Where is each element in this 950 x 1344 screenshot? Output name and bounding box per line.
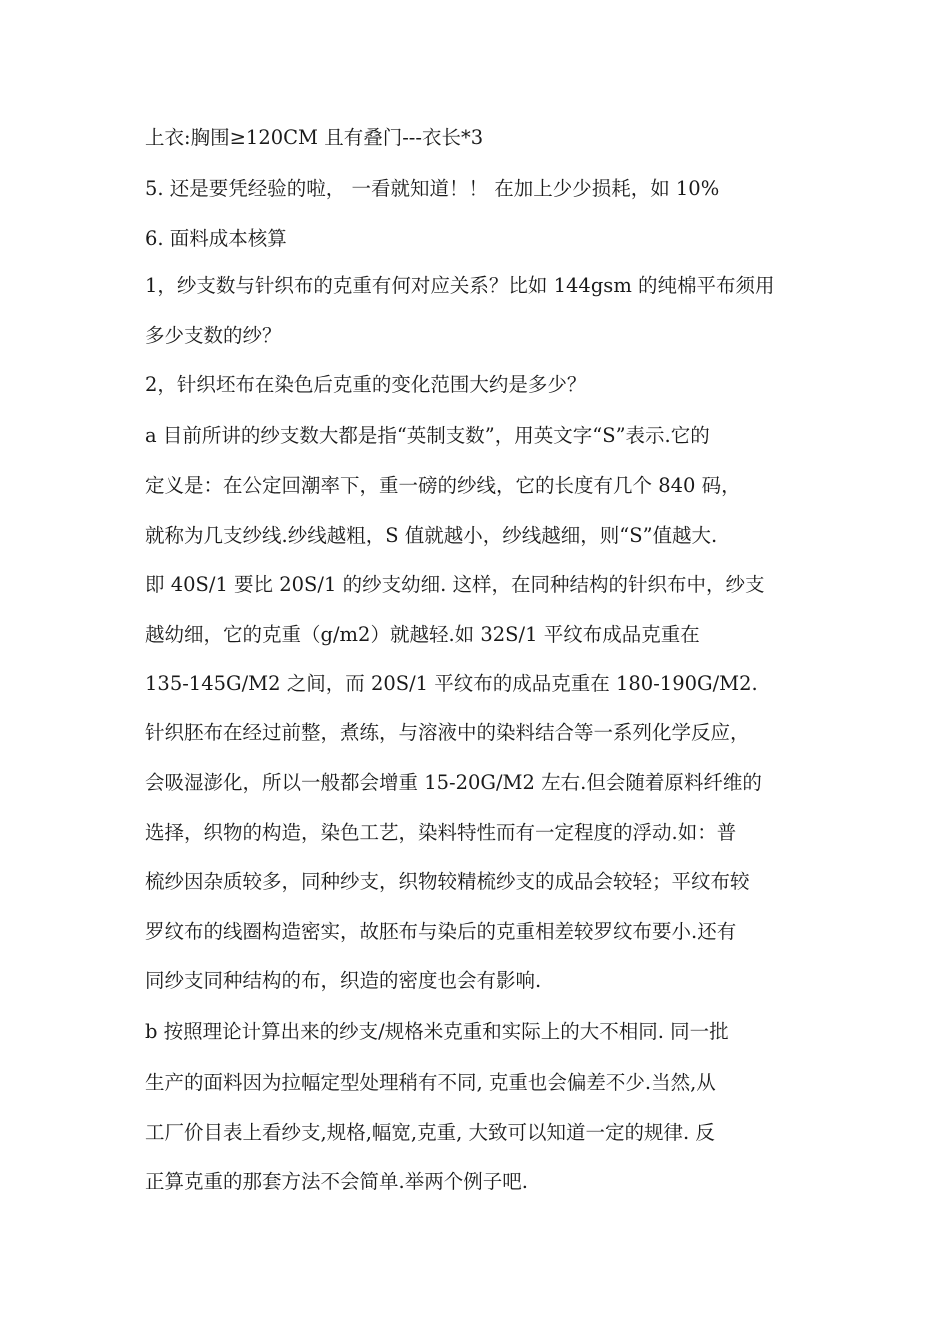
text-line: 越幼细，它的克重（g/m2）就越轻.如 32S/1 平纹布成品克重在	[145, 623, 700, 646]
text-line: 6. 面料成本核算	[145, 227, 287, 250]
text-line: 5. 还是要凭经验的啦， 一看就知道！！ 在加上少少损耗，如 10%	[145, 177, 720, 200]
text-line: 工厂价目表上看纱支,规格,幅宽,克重, 大致可以知道一定的规律. 反	[145, 1121, 715, 1144]
text-line: 上衣:胸围≥120CM 且有叠门---衣长*3	[145, 126, 484, 149]
text-line: 2，针织坯布在染色后克重的变化范围大约是多少？	[145, 373, 587, 396]
text-line: 多少支数的纱？	[145, 324, 282, 347]
text-line: b 按照理论计算出来的纱支/规格米克重和实际上的大不相同. 同一批	[145, 1020, 729, 1043]
text-line: 罗纹布的线圈构造密实，故胚布与染后的克重相差较罗纹布要小.还有	[145, 920, 737, 943]
text-line: 梳纱因杂质较多，同种纱支，织物较精梳纱支的成品会较轻；平纹布较	[145, 870, 750, 893]
text-line: 选择，织物的构造，染色工艺，染料特性而有一定程度的浮动.如：普	[145, 821, 737, 844]
text-line: 即 40S/1 要比 20S/1 的纱支幼细. 这样，在同种结构的针织布中，纱支	[145, 573, 765, 596]
text-line: 定义是：在公定回潮率下，重一磅的纱线，它的长度有几个 840 码，	[145, 474, 741, 497]
text-line: 同纱支同种结构的布，织造的密度也会有影响.	[145, 969, 542, 992]
text-line: 会吸湿澎化，所以一般都会增重 15-20G/M2 左右.但会随着原料纤维的	[145, 771, 762, 794]
text-line: 就称为几支纱线.纱线越粗，S 值就越小，纱线越细，则“S”值越大.	[145, 524, 718, 547]
text-line: 135-145G/M2 之间，而 20S/1 平纹布的成品克重在 180-190G/M2.	[145, 672, 758, 695]
text-line: 正算克重的那套方法不会简单.举两个例子吧.	[145, 1170, 528, 1193]
text-line: 1，纱支数与针织布的克重有何对应关系？比如 144gsm 的纯棉平布须用	[145, 274, 775, 297]
text-line: 针织胚布在经过前整，煮练，与溶液中的染料结合等一系列化学反应，	[145, 721, 750, 744]
text-line: 生产的面料因为拉幅定型处理稍有不同, 克重也会偏差不少.当然,从	[145, 1071, 716, 1094]
text-line: a 目前所讲的纱支数大都是指“英制支数”，用英文字“S”表示.它的	[145, 424, 710, 447]
